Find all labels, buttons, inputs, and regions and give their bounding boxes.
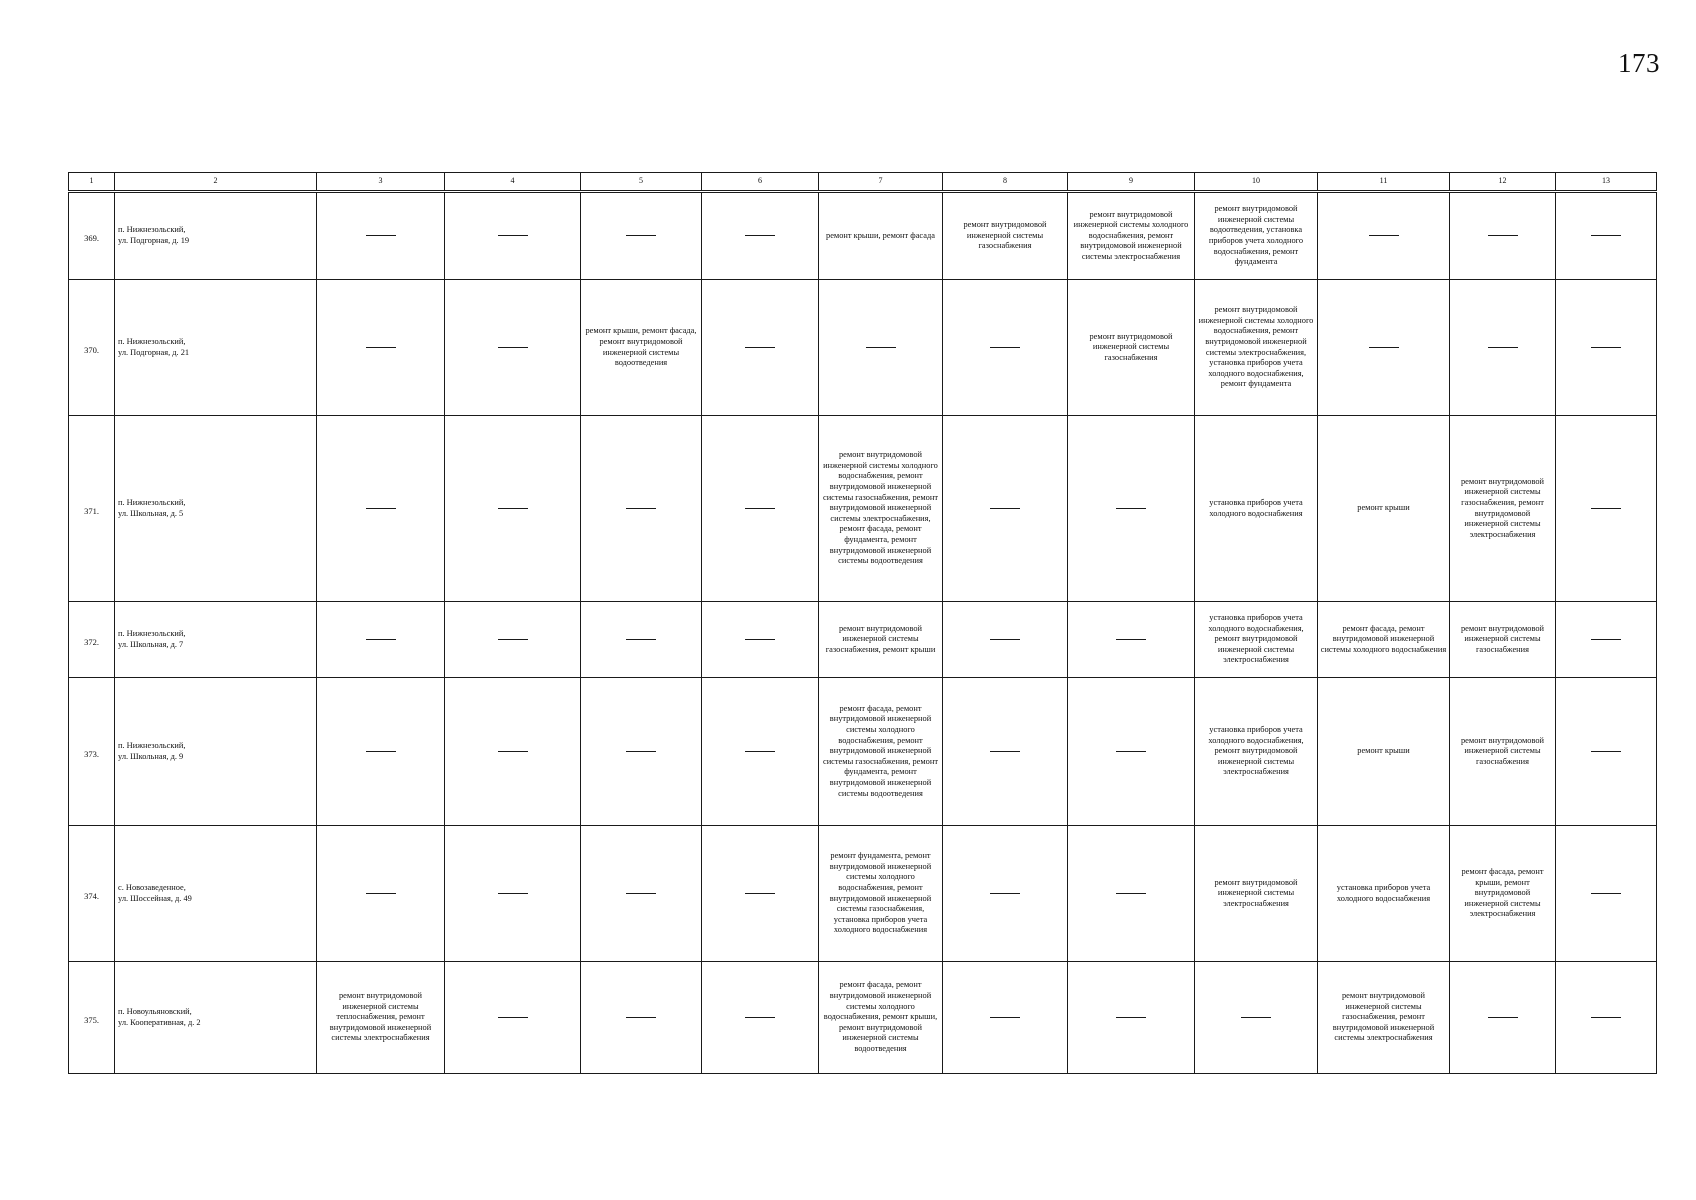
work-description: ремонт фасада, ремонт крыши, ремонт внутридомовой инженерной системы электроснабжения [1461,867,1544,919]
empty-dash-cell [317,280,445,416]
work-cell [1450,678,1556,826]
address-settlement: п. Нижнезольский, [118,740,186,750]
dash-mark [745,893,775,894]
address-street: ул. Кооперативная, д. 2 [118,1017,201,1027]
row-number: 373. [69,678,115,826]
dash-mark [1116,508,1146,509]
dash-mark [498,235,528,236]
dash-mark [498,347,528,348]
empty-dash-cell [943,416,1068,602]
empty-dash-cell [445,416,581,602]
empty-dash-cell [943,678,1068,826]
empty-dash-cell [1556,602,1657,678]
work-description: ремонт фасада, ремонт внутридомовой инженерной системы холодного водоснабжения, ремонт крыши, ремонт внутридомовой инженерной системы водоотведения [823,980,938,1053]
dash-mark [1241,1017,1271,1018]
dash-mark [745,1017,775,1018]
empty-dash-cell [1450,280,1556,416]
empty-dash-cell [702,192,819,280]
dash-mark [366,639,396,640]
row-number: 372. [69,602,115,678]
dash-mark [1116,639,1146,640]
dash-mark [1591,893,1621,894]
header-cell: 11 [1318,173,1450,192]
empty-dash-cell [1195,962,1318,1074]
work-description: ремонт внутридомовой инженерной системы теплоснабжения, ремонт внутридомовой инженерной системы электроснабжения [329,991,432,1043]
work-description: ремонт крыши [1357,746,1410,756]
dash-mark [626,893,656,894]
empty-dash-cell [445,192,581,280]
address-street: ул. Школьная, д. 9 [118,751,184,761]
dash-mark [1116,1017,1146,1018]
empty-dash-cell [445,678,581,826]
work-cell [1450,416,1556,602]
dash-mark [366,751,396,752]
dash-mark [366,347,396,348]
dash-mark [1591,751,1621,752]
address-cell [115,416,317,602]
address-street: ул. Шоссейная, д. 49 [118,893,192,903]
empty-dash-cell [1450,192,1556,280]
empty-dash-cell [702,962,819,1074]
work-description: ремонт внутридомовой инженерной системы холодного водоснабжения, ремонт внутридомовой инженерной системы газоснабжения, ремонт внутридомовой инженерной системы электроснабжения, ремонт фасада, ремонт фундамента, ремонт внутридомовой инженерной системы водоотведения [822,450,939,566]
dash-mark [1591,347,1621,348]
work-cell [1195,192,1318,280]
row-number: 375. [69,962,115,1074]
empty-dash-cell [1556,678,1657,826]
empty-dash-cell [317,192,445,280]
dash-mark [990,751,1020,752]
table-row [69,826,1657,962]
work-description: ремонт внутридомовой инженерной системы электроснабжения [1214,877,1298,908]
work-cell [1195,678,1318,826]
work-description: ремонт крыши, ремонт фасада [826,230,935,240]
dash-mark [498,751,528,752]
header-cell: 13 [1556,173,1657,192]
dash-mark [990,639,1020,640]
empty-dash-cell [581,678,702,826]
dash-mark [626,751,656,752]
dash-mark [498,1017,528,1018]
work-description: ремонт внутридомовой инженерной системы газоснабжения, ремонт внутридомовой инженерной системы электроснабжения [1460,476,1545,539]
work-description: установка приборов учета холодного водоснабжения [1209,497,1303,518]
work-description: ремонт внутридомовой инженерной системы холодного водоснабжения, ремонт внутридомовой инженерной системы электроснабжения, установка приборов учета холодного водоснабжения, ремонт фундамента [1198,305,1314,389]
work-cell [1450,602,1556,678]
empty-dash-cell [1556,192,1657,280]
header-cell: 8 [943,173,1068,192]
work-description: установка приборов учета холодного водоснабжения, ремонт внутридомовой инженерной системы электроснабжения [1208,613,1304,665]
empty-dash-cell [317,602,445,678]
work-description: установка приборов учета холодного водоснабжения [1336,882,1431,903]
dash-mark [990,508,1020,509]
work-cell [1068,192,1195,280]
work-cell [1318,826,1450,962]
work-description: установка приборов учета холодного водоснабжения, ремонт внутридомовой инженерной системы электроснабжения [1208,725,1304,777]
work-description: ремонт внутридомовой инженерной системы газоснабжения [963,220,1047,251]
row-number: 374. [69,826,115,962]
dash-mark [745,639,775,640]
empty-dash-cell [1068,416,1195,602]
dash-mark [745,347,775,348]
dash-mark [626,235,656,236]
header-cell: 1 [69,173,115,192]
work-cell [819,602,943,678]
work-cell [1195,826,1318,962]
dash-mark [990,347,1020,348]
dash-mark [1591,235,1621,236]
empty-dash-cell [1450,962,1556,1074]
work-cell [1068,280,1195,416]
empty-dash-cell [1318,280,1450,416]
table-row [69,602,1657,678]
header-cell: 4 [445,173,581,192]
empty-dash-cell [581,602,702,678]
empty-dash-cell [943,962,1068,1074]
empty-dash-cell [943,826,1068,962]
work-cell [317,962,445,1074]
work-description: ремонт фасада, ремонт внутридомовой инженерной системы холодного водоснабжения, ремонт внутридомовой инженерной системы газоснабжения, ремонт фундамента, ремонт внутридомовой инженерной системы водоотведения [822,703,939,798]
address-street: ул. Школьная, д. 7 [118,639,184,649]
dash-mark [498,893,528,894]
address-settlement: п. Новоульяновский, [118,1006,192,1016]
row-number: 370. [69,280,115,416]
dash-mark [1591,639,1621,640]
dash-mark [745,751,775,752]
work-cell [1318,962,1450,1074]
empty-dash-cell [702,416,819,602]
empty-dash-cell [445,826,581,962]
work-description: ремонт крыши, ремонт фасада, ремонт внутридомовой инженерной системы водоотведения [585,326,697,368]
dash-mark [1591,1017,1621,1018]
dash-mark [626,1017,656,1018]
work-cell [819,962,943,1074]
empty-dash-cell [445,280,581,416]
work-cell [819,678,943,826]
dash-mark [626,508,656,509]
address-cell [115,602,317,678]
work-cell [819,192,943,280]
empty-dash-cell [1318,192,1450,280]
page-number: 173 [1618,48,1660,78]
table-row [69,416,1657,602]
dash-mark [1369,347,1399,348]
dash-mark [990,1017,1020,1018]
work-cell [1195,416,1318,602]
empty-dash-cell [819,280,943,416]
empty-dash-cell [581,192,702,280]
address-cell [115,826,317,962]
empty-dash-cell [943,602,1068,678]
address-settlement: п. Нижнезольский, [118,497,186,507]
dash-mark [1488,347,1518,348]
empty-dash-cell [943,280,1068,416]
dash-mark [1116,751,1146,752]
work-cell [819,416,943,602]
table-row [69,280,1657,416]
dash-mark [366,235,396,236]
work-description: ремонт внутридомовой инженерной системы холодного водоснабжения, ремонт внутридомовой инженерной системы электроснабжения [1073,209,1189,261]
empty-dash-cell [702,826,819,962]
empty-dash-cell [317,678,445,826]
address-cell [115,962,317,1074]
address-cell [115,192,317,280]
header-row [69,173,1657,192]
empty-dash-cell [1068,678,1195,826]
works-table [68,172,1657,1074]
dash-mark [1591,508,1621,509]
address-settlement: с. Новозаведенное, [118,882,186,892]
row-number: 369. [69,192,115,280]
empty-dash-cell [1068,826,1195,962]
empty-dash-cell [445,962,581,1074]
row-number: 371. [69,416,115,602]
address-settlement: п. Нижнезольский, [118,628,186,638]
address-street: ул. Школьная, д. 5 [118,508,184,518]
empty-dash-cell [702,280,819,416]
empty-dash-cell [581,962,702,1074]
empty-dash-cell [702,602,819,678]
work-cell [943,192,1068,280]
work-description: ремонт фундамента, ремонт внутридомовой инженерной системы холодного водоснабжения, ремонт внутридомовой инженерной системы газоснабжения, установка приборов учета холодного водоснабжения [829,851,932,935]
dash-mark [1369,235,1399,236]
dash-mark [498,639,528,640]
work-cell [1450,826,1556,962]
work-cell [1318,416,1450,602]
dash-mark [626,639,656,640]
address-street: ул. Подгорная, д. 19 [118,236,190,245]
address-cell [115,280,317,416]
address-settlement: п. Нижнезольский, [118,336,186,346]
work-cell [1195,602,1318,678]
empty-dash-cell [581,826,702,962]
header-cell: 12 [1450,173,1556,192]
dash-mark [366,508,396,509]
header-cell: 3 [317,173,445,192]
empty-dash-cell [581,416,702,602]
work-description: ремонт внутридомовой инженерной системы газоснабжения, ремонт внутридомовой инженерной системы электроснабжения [1332,991,1435,1043]
empty-dash-cell [1556,416,1657,602]
dash-mark [1488,235,1518,236]
header-cell: 9 [1068,173,1195,192]
work-description: ремонт внутридомовой инженерной системы газоснабжения, ремонт крыши [825,623,936,654]
header-cell: 2 [115,173,317,192]
table-row [69,678,1657,826]
header-cell: 5 [581,173,702,192]
work-cell [1318,602,1450,678]
work-description: ремонт внутридомовой инженерной системы газоснабжения [1460,623,1545,654]
empty-dash-cell [1556,280,1657,416]
header-cell: 7 [819,173,943,192]
dash-mark [1116,893,1146,894]
dash-mark [498,508,528,509]
empty-dash-cell [702,678,819,826]
empty-dash-cell [317,416,445,602]
dash-mark [1488,1017,1518,1018]
work-description: ремонт крыши [1357,503,1410,513]
empty-dash-cell [1556,962,1657,1074]
dash-mark [745,235,775,236]
empty-dash-cell [1068,602,1195,678]
dash-mark [366,893,396,894]
work-cell [1318,678,1450,826]
empty-dash-cell [1556,826,1657,962]
header-cell: 6 [702,173,819,192]
work-cell [819,826,943,962]
work-cell [581,280,702,416]
empty-dash-cell [445,602,581,678]
table-row [69,962,1657,1074]
work-description: ремонт внутридомовой инженерной системы газоснабжения [1089,331,1173,362]
work-cell [1195,280,1318,416]
work-description: ремонт внутридомовой инженерной системы водоотведения, установка приборов учета холодного водоснабжения, ремонт фундамента [1208,204,1304,267]
dash-mark [745,508,775,509]
work-description: ремонт фасада, ремонт внутридомовой инженерной системы холодного водоснабжения [1320,623,1447,654]
address-street: ул. Подгорная, д. 21 [118,347,190,357]
address-settlement: п. Нижнезольский, [118,225,186,235]
dash-mark [866,347,896,348]
dash-mark [990,893,1020,894]
address-cell [115,678,317,826]
empty-dash-cell [1068,962,1195,1074]
table-row [69,192,1657,280]
empty-dash-cell [317,826,445,962]
work-description: ремонт внутридомовой инженерной системы газоснабжения [1460,735,1545,766]
header-cell: 10 [1195,173,1318,192]
